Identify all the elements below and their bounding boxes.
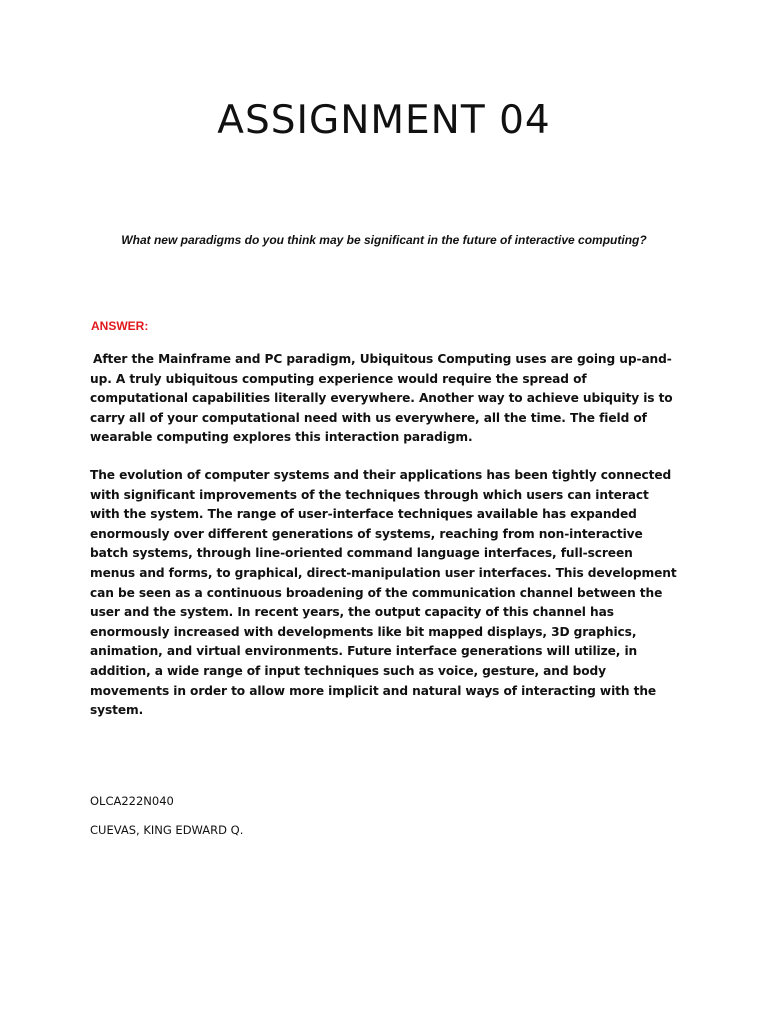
student-name: CUEVAS, KING EDWARD Q.: [90, 823, 244, 837]
page-title: ASSIGNMENT 04: [217, 98, 551, 143]
student-id: OLCA222N040: [90, 794, 174, 808]
assignment-question: What new paradigms do you think may be significant in the future of interactive computing?: [121, 233, 647, 247]
answer-paragraph-2: The evolution of computer systems and their applications has been tightly connected with significant improvements of the techniques through which users can interact with the system. The range of user-interface techniques available has expanded enormously over different generations of systems, reaching from non-interactive batch systems, through line-oriented command language interfaces, full-screen menus and forms, to graphical, direct-manipulation user interfaces. This development can be seen as a continuous broadening of the communication channel between the user and the system. In recent years, the output capacity of this channel has enormously increased with developments like bit mapped displays, 3D graphics, animation, and virtual environments. Future interface generations will utilize, in addition, a wide range of input techniques such as voice, gesture, and body movements in order to allow more implicit and natural ways of interacting with the system.: [90, 468, 677, 718]
answer-label: ANSWER:: [91, 319, 149, 333]
answer-paragraph-1: After the Mainframe and PC paradigm, Ubiquitous Computing uses are going up-and-up. A truly ubiquitous computing experience would require the spread of computational capabilities literally everywhere. Another way to achieve ubiquity is to carry all of your computational need with us everywhere, all the time. The field of wearable computing explores this interaction paradigm.: [90, 352, 673, 445]
